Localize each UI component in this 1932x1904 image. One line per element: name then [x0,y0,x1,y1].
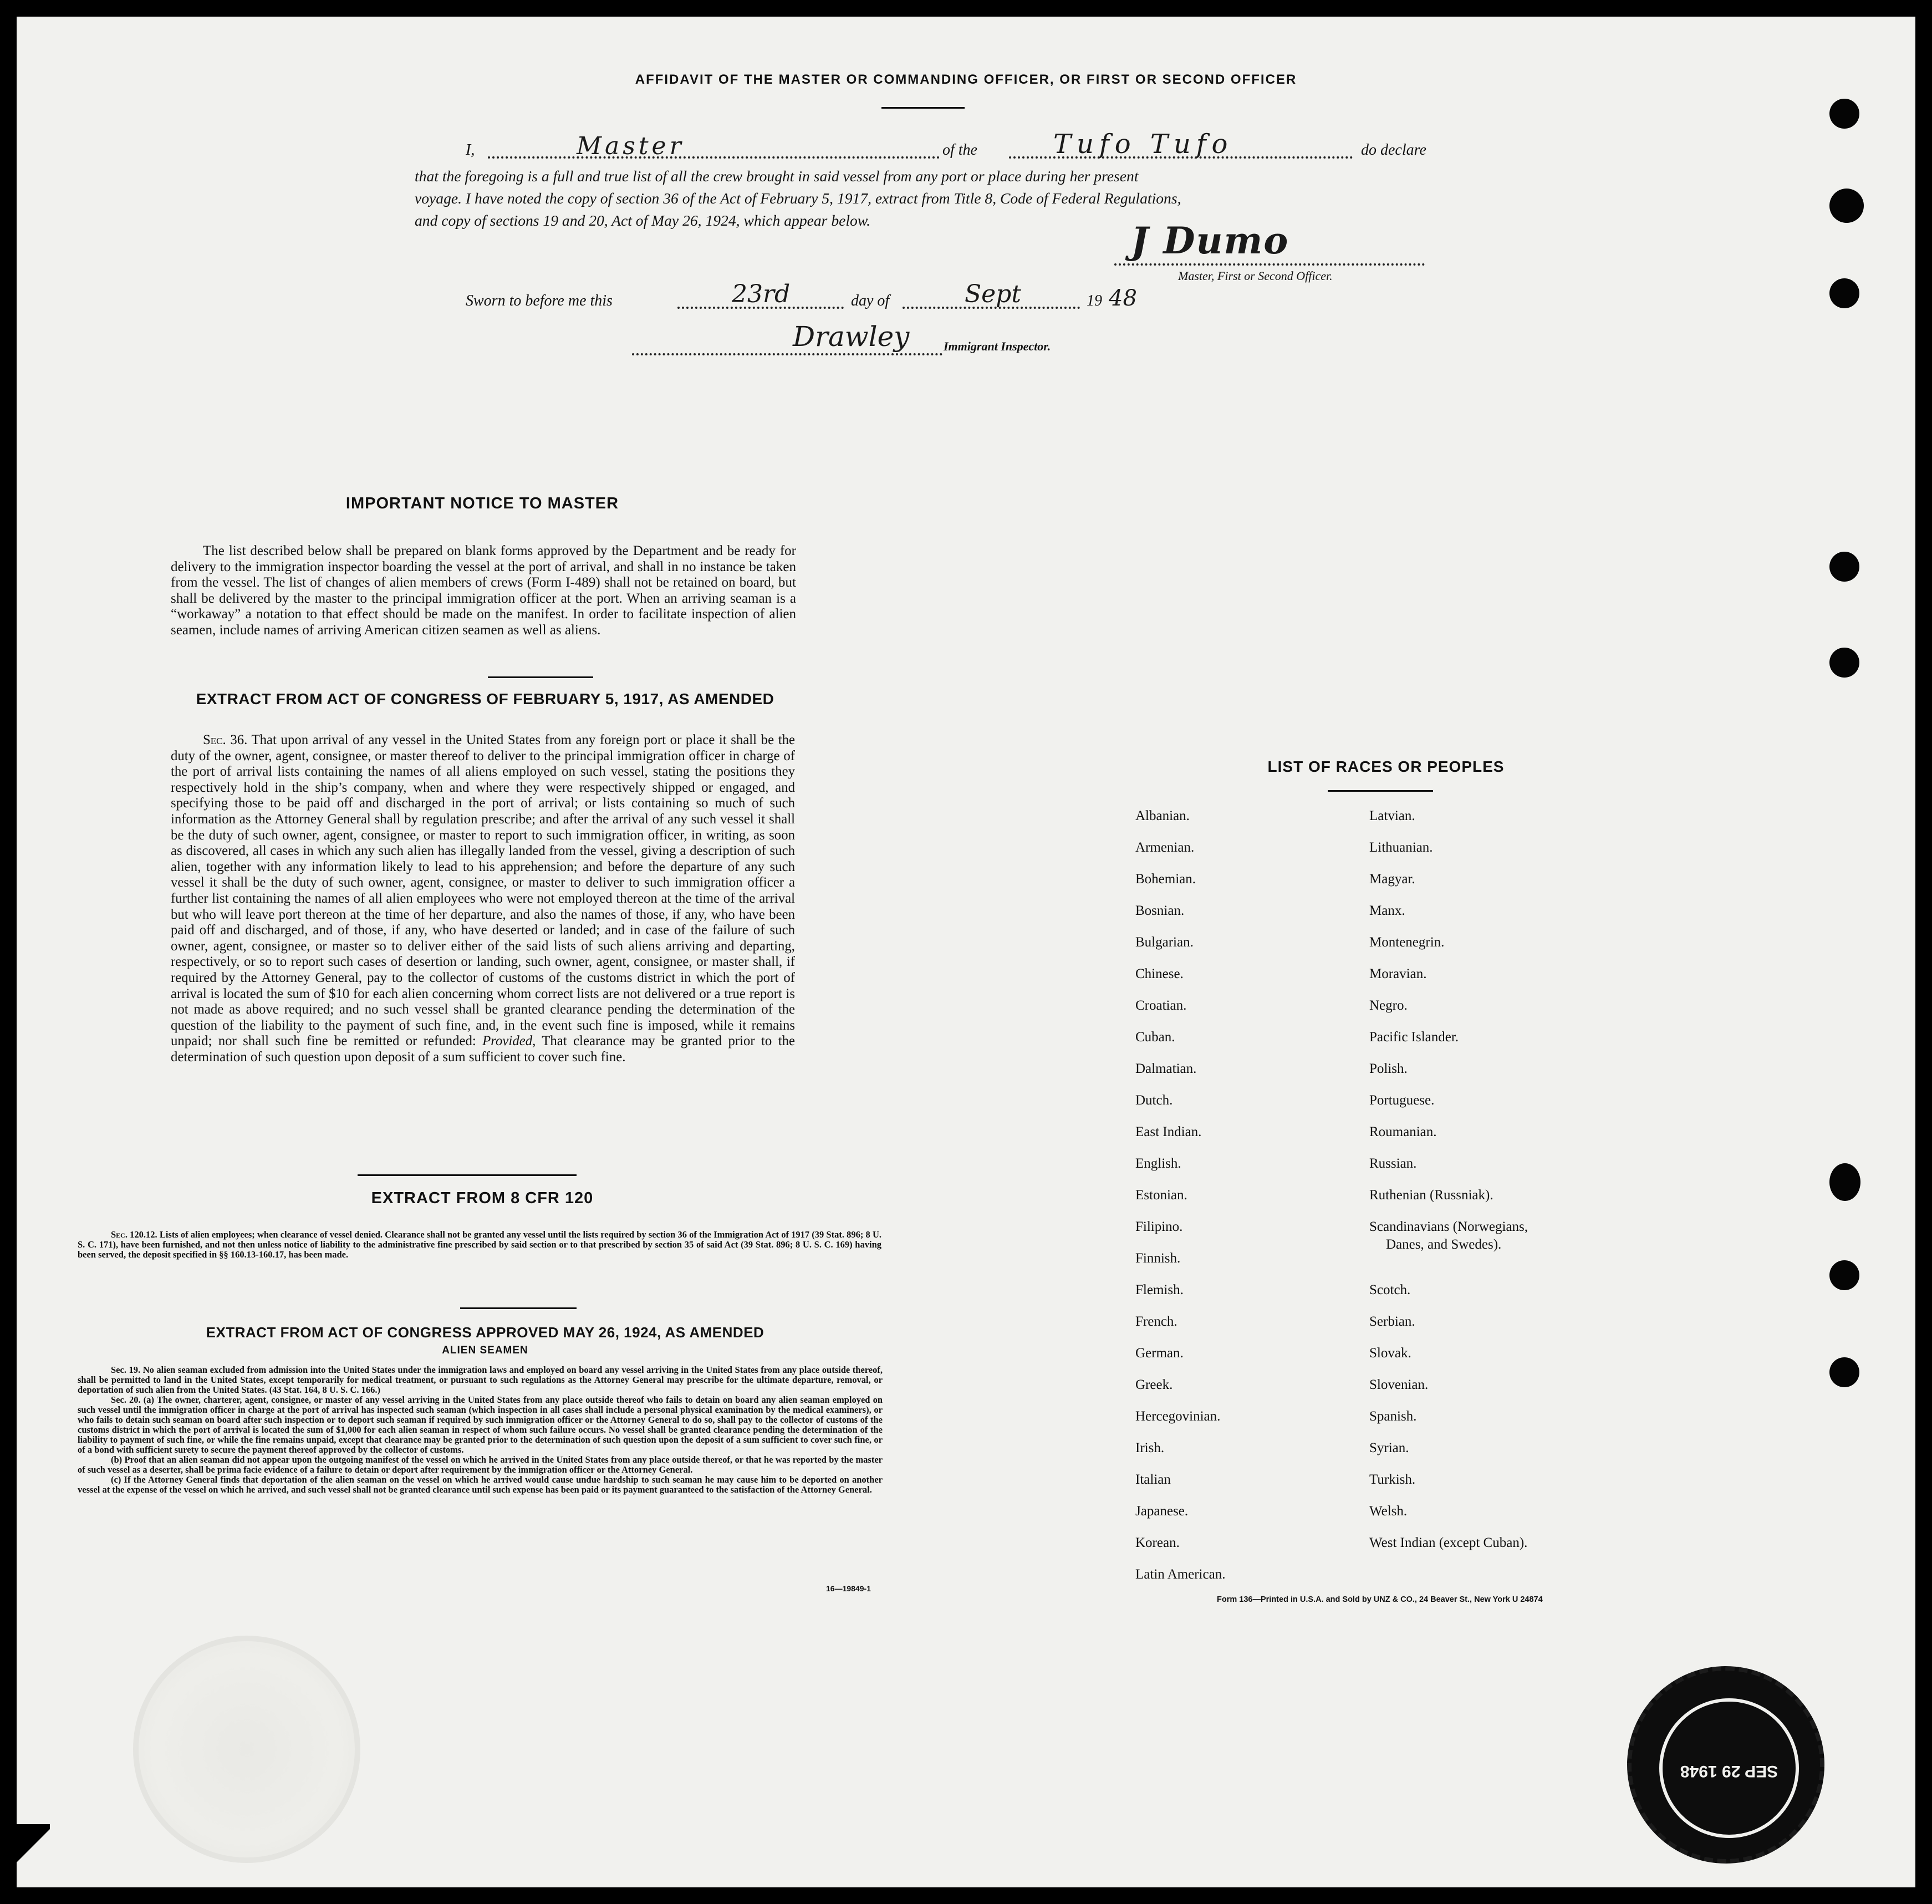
sec-20c-text: (c) If the Attorney General finds that deportation of the alien seaman on the vessel on which he arrived would cause undue hardship to such seaman he may cause him to be deported on another vessel at the expense of the vessel on which he arrived, and such vessel shall not be granted clearance until such expense has been paid or its payment guaranteed to the satisfaction of the Attorney General. [78,1474,883,1495]
inspector-line [632,353,942,355]
handwritten-month: Sept [965,280,1022,308]
race-item: Pacific Islander. [1369,1030,1459,1045]
inspector-signature: Drawley [793,320,910,353]
extract-1917-title: EXTRACT FROM ACT OF CONGRESS OF FEBRUARY 5, 1917, AS AMENDED [196,690,774,707]
race-item: Slovak. [1369,1346,1411,1361]
notice-text: The list described below shall be prepared on blank forms approved by the Department and be ready for delivery to the immigration inspector boarding the vessel at the port of arrival, and shall in no instance be taken from the vessel. The list of changes of alien members of crews (Form I-489) shall not be retained on board, but shall be delivered by the master to the principal immigration officer at the port. When an arriving seaman is a “workaway” a notation to that effect should be made on the manifest. In order to facilitate inspection of alien seamen, include names of arriving American citizen seamen as well as aliens. [171,543,796,638]
race-item: Serbian. [1369,1314,1415,1329]
name-line [488,156,940,159]
race-item: Lithuanian. [1369,840,1433,855]
race-item: Negro. [1369,998,1408,1013]
section-rule [460,1307,577,1309]
punch-hole [1829,552,1859,582]
extract-1924-title: EXTRACT FROM ACT OF CONGRESS APPROVED MAY 26, 1924, AS AMENDED [206,1324,764,1341]
affidavit-i: I, [466,141,475,159]
corner-shadow [17,1824,50,1885]
affidavit-body-line: that the foregoing is a full and true list of all the crew brought in said vessel from any port or place during her present [415,167,1139,185]
race-item: Latin American. [1135,1567,1226,1582]
stamp-inner-ring [1659,1698,1799,1838]
sec-36-label: Sec. 36. [203,732,248,747]
sworn-prefix: Sworn to before me this [466,292,613,309]
race-item: Chinese. [1135,966,1184,981]
race-item: Danes, and Swedes). [1386,1237,1502,1252]
race-item: Roumanian. [1369,1124,1437,1139]
race-item: Irish. [1135,1440,1165,1455]
race-item: Filipino. [1135,1219,1183,1234]
title-rule [881,107,965,109]
race-item: Greek. [1135,1377,1173,1392]
print-code: 16—19849-1 [826,1584,871,1593]
race-item: Albanian. [1135,808,1190,823]
stamp-date-mark: SEP 29 1948 [1680,1762,1778,1780]
cfr-sec-label: Sec. 120.12. [111,1229,157,1240]
section-rule [358,1174,577,1176]
race-item: Welsh. [1369,1504,1408,1519]
race-item: German. [1135,1346,1184,1361]
race-item: Dalmatian. [1135,1061,1197,1076]
race-item: Bulgarian. [1135,935,1194,950]
provided-word: Provided, [482,1034,536,1049]
punch-hole [1829,99,1859,129]
race-item: Polish. [1369,1061,1408,1076]
race-item: Japanese. [1135,1504,1189,1519]
sec-20a-text: Sec. 20. (a) The owner, charterer, agent, consignee, or master of any vessel arriving in the United States from any place outside thereof who fails to detain on board any alien seaman employed on such vessel until the immigration officer in charge at the port of arrival has inspected such seaman (which inspection in all cases shall include a personal physical examination by the medical examiners), or who fails to detain such seaman on board after such inspection or to deport such seaman if required by such immigration officer or the Attorney General to do so, shall pay to the collector of customs of the customs district in which the port of arrival is located the sum of $1,000 for each alien seaman in respect of whom such failure occurs. No vessel shall be granted clearance pending the determination of the liability to payment of such fine, or while the fine remains unpaid, except that clearance may be granted prior to the determination of such question upon the deposit of a sum sufficient to cover such fine, or of a bond with sufficient surety to secure the payment thereof approved by the collector of customs. [78,1394,883,1455]
race-item: Finnish. [1135,1251,1181,1266]
races-right-column [1369,808,1528,1567]
punch-hole [1829,189,1864,223]
race-item: Estonian. [1135,1188,1187,1203]
race-item: Moravian. [1369,966,1427,981]
punch-hole [1829,1260,1859,1290]
handwritten-day: 23rd [732,280,791,308]
race-item: Latvian. [1369,808,1415,823]
signature-line [1114,263,1425,266]
alien-seamen-subtitle: ALIEN SEAMEN [442,1345,528,1356]
race-item: Magyar. [1369,872,1415,887]
inspector-label: Immigrant Inspector. [944,339,1051,353]
race-item: Korean. [1135,1535,1180,1550]
race-item: Slovenian. [1369,1377,1429,1392]
immigration-date-stamp [1627,1666,1824,1864]
sworn-day-of: day of [851,292,890,309]
punch-hole [1829,648,1859,678]
form-footer: Form 136—Printed in U.S.A. and Sold by UNZ & CO., 24 Beaver St., New York U 24874 [1217,1595,1543,1604]
handwritten-master: Master [577,132,685,160]
sec-20b-text: (b) Proof that an alien seaman did not appear upon the outgoing manifest of the vessel on which he arrived in the United States from any place outside thereof, or that he was reported by the master of such vessel as a deserter, shall be prima facie evidence of a failure to detain or deport after requirement by the immigration officer or the Attorney General. [78,1454,883,1475]
race-item: Scandinavians (Norwegians, [1369,1219,1528,1234]
race-item: Flemish. [1135,1282,1184,1297]
race-item: Russian. [1369,1156,1417,1171]
race-item: Italian [1135,1472,1171,1487]
extract-1924-body [78,1365,883,1495]
race-item: Turkish. [1369,1472,1416,1487]
race-item: English. [1135,1156,1181,1171]
race-item: West Indian (except Cuban). [1369,1535,1528,1550]
affidavit-title: AFFIDAVIT OF THE MASTER OR COMMANDING OFFICER, OR FIRST OR SECOND OFFICER [635,72,1297,87]
race-item: Bosnian. [1135,903,1185,918]
race-item: Hercegovinian. [1135,1409,1221,1424]
sworn-year: 19 [1087,292,1102,309]
race-item: Portuguese. [1369,1093,1435,1108]
affidavit-body-line: voyage. I have noted the copy of section 36 of the Act of February 5, 1917, extract from Title 8, Code of Federal Regulations, [415,190,1181,207]
handwritten-year: 48 [1109,286,1137,311]
races-title: LIST OF RACES OR PEOPLES [1267,758,1505,775]
section-rule [1328,790,1433,792]
race-item: Armenian. [1135,840,1195,855]
cfr-text [78,1230,881,1260]
race-item: Spanish. [1369,1409,1417,1424]
race-item: Syrian. [1369,1440,1409,1455]
race-item: Ruthenian (Russniak). [1369,1188,1493,1203]
extract-1917-text [171,732,795,1065]
race-item: Manx. [1369,903,1405,918]
sec-36-text-b: That clearance may be granted prior to the determination of such question upon deposit of a sum sufficient to cover such fine. [171,1034,795,1065]
handwritten-vessel: Tufo Tufo [1053,129,1233,160]
race-item: Dutch. [1135,1093,1173,1108]
race-item: Bohemian. [1135,872,1196,887]
race-item: Scotch. [1369,1282,1411,1297]
race-item: Montenegrin. [1369,935,1445,950]
race-item: French. [1135,1314,1177,1329]
sec-36-text-a: That upon arrival of any vessel in the United States from any foreign port or place it shall be the duty of the owner, agent, consignee, or master thereof to deliver to the principal immigration officer in charge of the port of arrival lists containing the names of all aliens employed on such vessel, stating the positions they respectively hold in the ship’s company, when and where they were respectively shipped or engaged, and specifying those to be paid off and discharged in the port of arrival; or lists containing so much of such information as the Attorney General shall by regulation prescribe; and after the arrival of any such vessel it shall be the duty of such owner, agent, consignee, or master to report to such immigration officer, in writing, as soon as discovered, all cases in which any such alien has illegally landed from the vessel, giving a description of such alien, together with any information likely to lead to his apprehension; and before the departure of any such vessel it shall be the duty of such owner, agent, consignee, or master to deliver to such immigration officer a further list containing the names of all alien employees who were not employed thereon at the time of the arrival but who will leave port thereon at the time of her departure, and also the names of those, if any, who have been paid off and discharged, and of those, if any, who have deserted or landed; and in case of the failure of such owner, agent, consignee, or master so to deliver either of the said lists of such aliens arriving and departing, respectively, or so to report such cases of desertion or landing, such owner, agent, consignee, or master shall, if required by the Attorney General, pay to the collector of customs of the customs district in which the port of arrival is located the sum of $10 for each alien concerning whom correct lists are not delivered or a true report is not made as above required; and no such vessel shall be granted clearance pending the determination of the question of the liability to the payment of such fine, and, in the event such fine is imposed, while it remains unpaid; nor shall such fine be remitted or refunded: [171,732,795,1049]
affidavit-body-line: and copy of sections 19 and 20, Act of May 26, 1924, which appear below. [415,212,871,229]
cfr-sec-text: Lists of alien employees; when clearance of vessel denied. Clearance shall not be granted any vessel until the lists required by section 36 of the Immigration Act of 1917 (39 Stat. 896; 8 U. S. C. 171), have been furnished, and not then unless notice of liability to the administrative fine prescribed by said section or to that prescribed by section 35 of said Act (39 Stat. 896; 8 U. S. C. 169) having been served, the deposit specified in §§ 160.13-160.17, has been made. [78,1229,881,1260]
embossed-seal [133,1636,360,1863]
races-left-column [1135,808,1225,1598]
officer-signature: J Dumo [1131,219,1289,262]
race-item: Croatian. [1135,998,1187,1013]
race-item: Cuban. [1135,1030,1175,1045]
officer-label: Master, First or Second Officer. [1178,269,1333,283]
affidavit-declare: do declare [1361,141,1426,159]
cfr-title: EXTRACT FROM 8 CFR 120 [371,1189,594,1207]
section-rule [488,676,593,678]
punch-hole [1829,1163,1860,1201]
punch-hole [1829,1357,1859,1387]
notice-title: IMPORTANT NOTICE TO MASTER [345,495,619,512]
sec-19-text: Sec. 19. No alien seaman excluded from admission into the United States under the immigration laws and employed on board any vessel arriving in the United States from any place outside thereof, shall be permitted to land in the United States, except temporarily for medical treatment, or pursuant to such regulations as the Attorney General may prescribe for the ultimate departure, removal, or deportation of such alien from the United States. (43 Stat. 164, 8 U. S. C. 166.) [78,1365,883,1395]
affidavit-of-the: of the [942,141,977,159]
affidavit-body [415,165,1181,232]
punch-hole [1829,278,1859,308]
race-item: East Indian. [1135,1124,1202,1139]
